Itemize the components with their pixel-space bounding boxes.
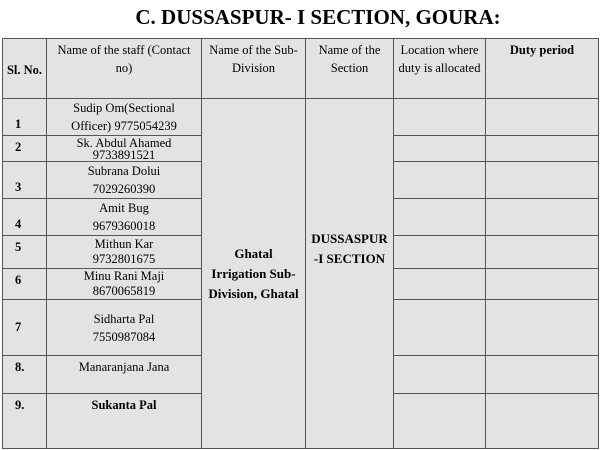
header-section: Name of the Section	[306, 39, 394, 99]
row-sl: 7	[3, 300, 47, 356]
row-staff	[47, 394, 202, 449]
duty-cell	[486, 162, 599, 199]
duty-cell	[486, 199, 599, 236]
row-staff	[47, 199, 202, 236]
staff-name: Sidharta Pal	[93, 311, 155, 326]
header-row	[3, 39, 599, 99]
row-sl: 8.	[3, 356, 47, 394]
row-sl: 9.	[3, 394, 47, 449]
staff-contact: 9732801675	[92, 252, 156, 266]
page-title: C. DUSSASPUR- I SECTION, GOURA:	[135, 5, 501, 29]
location-cell	[394, 162, 486, 199]
staff-name: Mithun Kar	[94, 237, 154, 251]
staff-contact: 9733891521	[92, 147, 156, 162]
duty-cell	[486, 269, 599, 300]
location-cell	[394, 136, 486, 162]
location-cell	[394, 394, 486, 449]
staff-contact: 7029260390	[92, 182, 156, 196]
duty-cell	[486, 136, 599, 162]
staff-name: Sukanta Pal	[91, 398, 157, 412]
staff-name: Manaranjana Jana	[78, 360, 170, 374]
row-staff	[47, 269, 202, 300]
location-cell	[394, 199, 486, 236]
location-cell	[394, 269, 486, 300]
section-cell: DUSSASPUR -I SECTION	[306, 99, 394, 449]
row-staff	[47, 99, 202, 136]
row-sl: 5	[3, 236, 47, 269]
location-cell	[394, 99, 486, 136]
staff-contact: 9679360018	[92, 219, 156, 233]
duty-cell	[486, 356, 599, 394]
row-sl: 2	[3, 136, 47, 162]
row-staff	[47, 136, 202, 162]
header-duty-period: Duty period	[486, 39, 599, 99]
staff-contact: 8670065819	[92, 284, 156, 298]
row-sl: 1	[3, 99, 47, 136]
staff-name: Minu Rani Maji	[83, 269, 165, 283]
header-subdivision: Name of the Sub-Division	[202, 39, 306, 99]
header-staff	[47, 39, 202, 99]
header-staff-name: Name of the staff	[57, 43, 145, 57]
row-sl: 3	[3, 162, 47, 199]
row-staff	[47, 162, 202, 199]
table-row	[3, 99, 599, 136]
header-staff-contact: (Contact no)	[115, 43, 191, 75]
row-staff	[47, 300, 202, 356]
duty-cell	[486, 99, 599, 136]
duty-cell	[486, 236, 599, 269]
location-cell	[394, 300, 486, 356]
subdivision-cell: Ghatal Irrigation Sub-Division, Ghatal	[202, 99, 306, 449]
header-location: Location where duty is allocated	[394, 39, 486, 99]
duty-cell	[486, 300, 599, 356]
staff-name: Sudip Om(Sectional	[73, 101, 175, 115]
location-cell	[394, 356, 486, 394]
row-staff	[47, 356, 202, 394]
header-sl-no: Sl. No.	[3, 39, 47, 99]
row-staff	[47, 236, 202, 269]
staff-contact: 7550987084	[92, 329, 156, 344]
staff-name: Subrana Dolui	[87, 164, 161, 178]
staff-contact: Officer) 9775054239	[71, 119, 177, 133]
staff-duty-table	[2, 38, 599, 449]
location-cell	[394, 236, 486, 269]
staff-name: Sk. Abdul Ahamed	[76, 135, 172, 150]
staff-name: Amit Bug	[99, 201, 149, 215]
duty-cell	[486, 394, 599, 449]
row-sl: 4	[3, 199, 47, 236]
row-sl: 6	[3, 269, 47, 300]
